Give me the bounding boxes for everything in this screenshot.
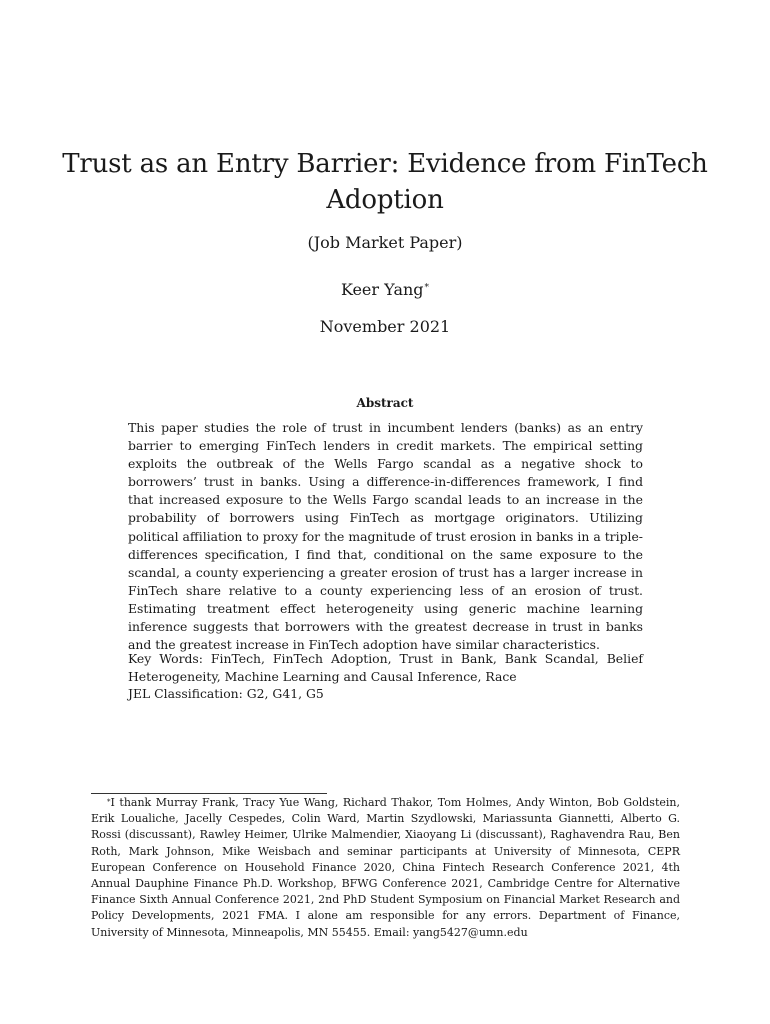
author-line [0,279,770,301]
paper-subtitle: (Job Market Paper) [307,233,463,252]
keywords: Key Words: FinTech, FinTech Adoption, Trust in Bank, Bank Scandal, Belief Heterogeneity, Machine Learning and Causal Inference, Race [128,651,643,685]
author-name: Keer Yang [340,280,424,299]
footnote-divider [91,793,327,794]
author-footnote-mark[interactable]: * [424,283,430,293]
footnote-text: I thank Murray Frank, Tracy Yue Wang, Richard Thakor, Tom Holmes, Andy Winton, Bob Goldstein, Erik Loualiche, Jacelly Cespedes, Colin Ward, Martin Szydlowski, Mariassunta Giannetti, Alberto G. Rossi (discussant), Rawley Heimer, Ulrike Malmendier, Xiaoyang Li (discussant), Raghavendra Rau, Ben Roth, Mark Johnson, Mike Weisbach and seminar participants at University of Minnesota, CEPR European Conference on Household Finance 2020, China Fintech Research Conference 2021, 4th Annual Dauphine Finance Ph.D. Workshop, BFWG Conference 2021, Cambridge Centre for Alternative Finance Sixth Annual Conference 2021, 2nd PhD Student Symposium on Financial Market Research and Policy Developments, 2021 FMA. I alone am responsible for any errors. Department of Finance, University of Minnesota, Minneapolis, MN 55455. Email: yang5427@umn.edu [91,796,680,939]
footnote-mark: * [107,798,111,806]
jel-classification: JEL Classification: G2, G41, G5 [128,686,324,701]
abstract-text: This paper studies the role of trust in incumbent lenders (banks) as an entry barrier to emerging FinTech lenders in credit markets. The empirical setting exploits the outbreak of the Wells Fargo scandal as a negative shock to borrowers’ trust in banks. Using a difference-in-differences framework, I find that increased exposure to the Wells Fargo scandal leads to an increase in the probability of borrowers using FinTech as mortgage originators. Utilizing political affiliation to proxy for the magnitude of trust erosion in banks in a triple-differences specification, I find that, conditional on the same exposure to the scandal, a county experiencing a greater erosion of trust has a larger increase in FinTech share relative to a county experiencing less of an erosion of trust. Estimating treatment effect heterogeneity using generic machine learning inference suggests that borrowers with the greatest decrease in trust in banks and the greatest increase in FinTech adoption have similar characteristics. [128,420,643,653]
abstract-heading: Abstract [356,396,414,410]
paper-title: Trust as an Entry Barrier: Evidence from FinTech Adoption [62,149,708,215]
paper-date: November 2021 [319,317,451,336]
footnote [91,795,680,941]
